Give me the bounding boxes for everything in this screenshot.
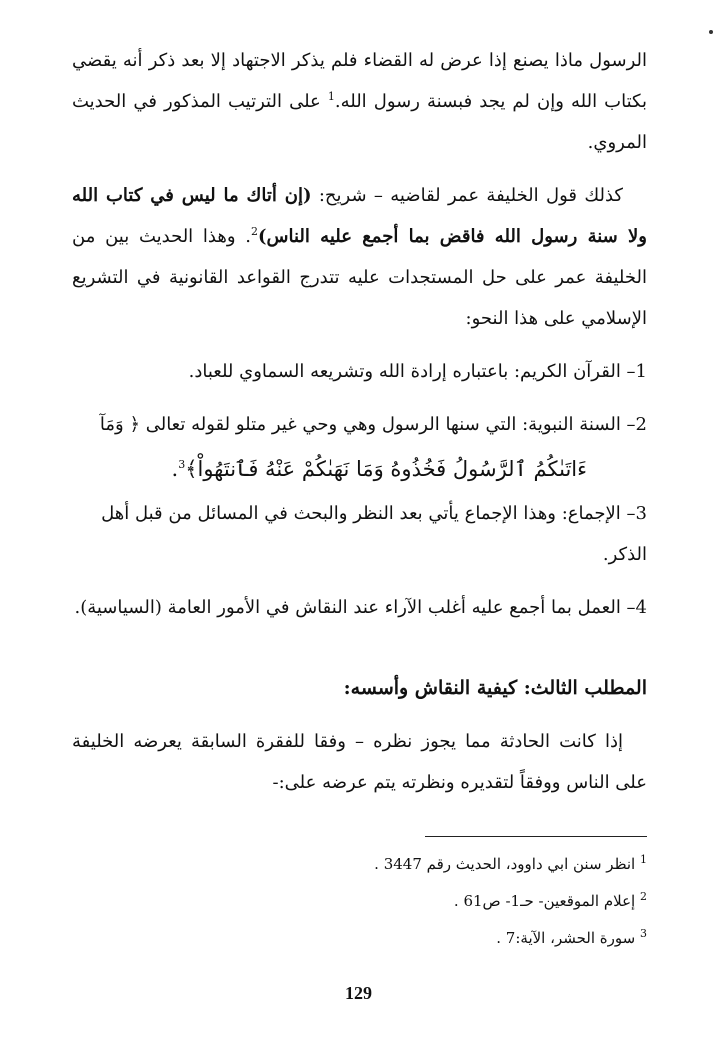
list-item: 1– القرآن الكريم: باعتباره إرادة الله وتشريعه السماوي للعباد. (188, 361, 647, 382)
list-item: 3– الإجماع: وهذا الإجماع يأتي بعد النظر والبحث في المسائل من قبل أهل الذكر. (101, 503, 647, 565)
footnote: $^2$ إعلام الموقعين- حـ1- ص61 . (453, 890, 647, 910)
footnote-ref-2[interactable]: 2 (251, 225, 258, 238)
section-heading: المطلب الثالث: كيفية النقاش وأسسه: (343, 677, 647, 699)
list-item: 4– العمل بما أجمع عليه أغلب الآراء عند النقاش في الأمور العامة (السياسية). (74, 597, 647, 618)
page-body (72, 40, 647, 803)
footnote-ref-1[interactable]: 1 (327, 90, 335, 103)
list-item: 2– السنة النبوية: التي سنها الرسول وهي وحي غير متلو لقوله تعالى ﴿ وَمَآ (99, 414, 647, 435)
umar-quote: (إن أتاك ما ليس في كتاب الله ولا سنة رسول الله فاقض بما أجمع عليه الناس) (72, 185, 647, 247)
scan-mark (709, 30, 713, 34)
footnote-divider (425, 836, 647, 837)
page-number: 129 (345, 983, 372, 1003)
paragraph-3: إذا كانت الحادثة مما يجوز نظره – وفقا للفقرة السابقة يعرضه الخليفة على الناس ووفقاً لتقديره ونظرته يتم عرضه على:- (72, 731, 647, 793)
footnote-ref-3[interactable]: 3 (178, 458, 186, 471)
paragraph-2: كذلك قول الخليفة عمر لقاضيه – شريح: (إن أتاك ما ليس في كتاب الله ولا سنة رسول الله فاقض بما أجمع عليه الناس)$^2$. وهذا الحديث بين من الخليفة عمر على حل المستجدات عليه تتدرج القواعد القانونية في التشريع الإسلامي على هذا النحو: (72, 185, 647, 329)
footnote: $^3$ سورة الحشر، الآية:7 . (496, 927, 647, 947)
footnotes (227, 846, 647, 957)
footnote: $^1$ انظر سنن ابي داوود، الحديث رقم 3447 . (374, 853, 647, 873)
paragraph-1: الرسول ماذا يصنع إذا عرض له القضاء فلم يذكر الاجتهاد إلا بعد ذكر أنه يقضي بكتاب الله وإن لم يجد فبسنة رسول الله.$^1$ على الترتيب المذكور في الحديث المروي. (72, 50, 647, 153)
quran-verse: ءَاتَىٰكُمُ ٱلرَّسُولُ فَخُذُوهُ وَمَا نَهَىٰكُمْ عَنْهُ فَٱنتَهُواْ﴾$^3$. (171, 457, 587, 481)
sources-list (72, 351, 647, 628)
